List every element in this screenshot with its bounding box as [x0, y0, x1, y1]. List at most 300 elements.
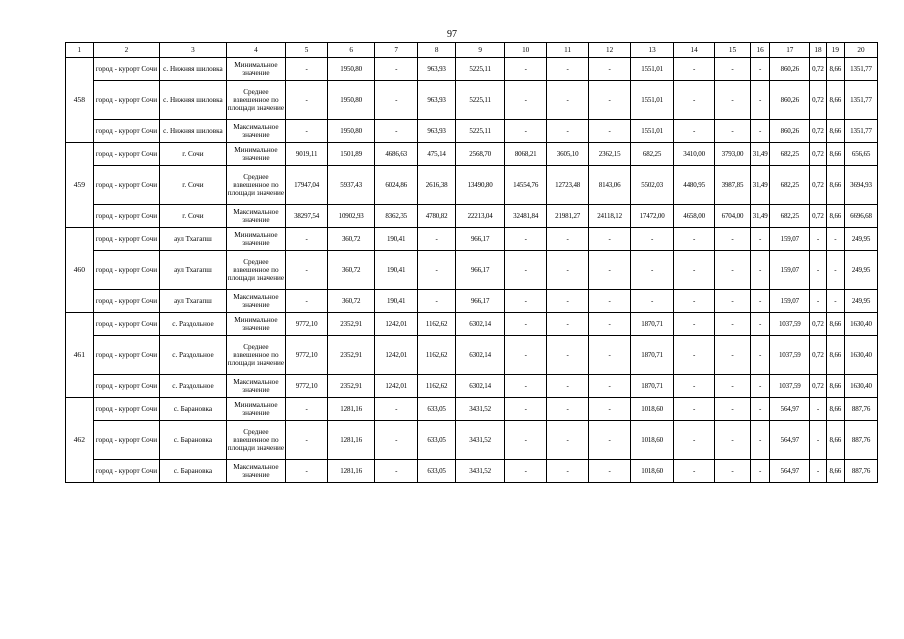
- column-header: 20: [845, 43, 878, 58]
- value-cell: -: [715, 460, 751, 483]
- value-cell: 32481,84: [505, 205, 547, 228]
- value-cell: 1630,40: [845, 313, 878, 336]
- value-cell: 1870,71: [631, 336, 674, 375]
- value-cell: 1630,40: [845, 336, 878, 375]
- value-cell: 1018,60: [631, 398, 674, 421]
- value-cell: 1551,01: [631, 81, 674, 120]
- value-cell: -: [505, 58, 547, 81]
- value-cell: -: [589, 228, 631, 251]
- column-header: 11: [547, 43, 589, 58]
- data-table: [65, 42, 878, 483]
- settlement-cell: аул Тхагапш: [160, 228, 227, 251]
- value-cell: 3694,93: [845, 166, 878, 205]
- value-type-cell: Минимальное значение: [226, 398, 285, 421]
- value-cell: -: [750, 336, 769, 375]
- value-cell: 4686,63: [375, 143, 418, 166]
- value-cell: 8,66: [826, 205, 844, 228]
- value-cell: 2616,38: [418, 166, 456, 205]
- value-cell: -: [547, 120, 589, 143]
- value-cell: 3987,85: [715, 166, 751, 205]
- value-cell: -: [547, 313, 589, 336]
- settlement-cell: г. Сочи: [160, 205, 227, 228]
- value-cell: 31,49: [750, 143, 769, 166]
- value-cell: 1351,77: [845, 81, 878, 120]
- value-cell: -: [547, 290, 589, 313]
- value-cell: 6704,00: [715, 205, 751, 228]
- settlement-cell: аул Тхагапш: [160, 251, 227, 290]
- value-type-cell: Среднее взвешенное по площади значение: [226, 81, 285, 120]
- value-cell: -: [418, 290, 456, 313]
- value-type-cell: Минимальное значение: [226, 143, 285, 166]
- value-cell: -: [674, 421, 715, 460]
- table-row: [66, 58, 878, 81]
- value-cell: 159,07: [770, 228, 810, 251]
- value-cell: -: [750, 81, 769, 120]
- value-cell: 5502,03: [631, 166, 674, 205]
- value-cell: 1018,60: [631, 460, 674, 483]
- value-cell: 1351,77: [845, 58, 878, 81]
- value-cell: -: [547, 251, 589, 290]
- value-cell: 963,93: [418, 120, 456, 143]
- value-cell: 682,25: [770, 166, 810, 205]
- column-header: 2: [93, 43, 160, 58]
- value-cell: -: [810, 460, 826, 483]
- table-row: [66, 375, 878, 398]
- value-cell: 12723,48: [547, 166, 589, 205]
- value-cell: 8,66: [826, 336, 844, 375]
- column-header: 14: [674, 43, 715, 58]
- value-cell: 5225,11: [456, 120, 505, 143]
- value-cell: -: [375, 398, 418, 421]
- value-cell: 249,95: [845, 228, 878, 251]
- value-type-cell: Максимальное значение: [226, 375, 285, 398]
- value-cell: 9772,10: [286, 336, 328, 375]
- municipality-cell: город - курорт Сочи: [93, 251, 160, 290]
- municipality-cell: город - курорт Сочи: [93, 58, 160, 81]
- value-cell: -: [674, 251, 715, 290]
- value-cell: -: [674, 58, 715, 81]
- table-row: [66, 166, 878, 205]
- value-cell: -: [505, 81, 547, 120]
- value-cell: 5225,11: [456, 81, 505, 120]
- value-cell: -: [589, 313, 631, 336]
- value-cell: -: [715, 421, 751, 460]
- value-cell: 6024,86: [375, 166, 418, 205]
- value-cell: 159,07: [770, 290, 810, 313]
- value-cell: 9019,11: [286, 143, 328, 166]
- value-cell: 1162,62: [418, 336, 456, 375]
- value-type-cell: Минимальное значение: [226, 228, 285, 251]
- value-cell: -: [375, 460, 418, 483]
- table-row: [66, 143, 878, 166]
- table-row: [66, 228, 878, 251]
- value-cell: -: [505, 398, 547, 421]
- value-cell: -: [826, 251, 844, 290]
- value-cell: 1162,62: [418, 313, 456, 336]
- header-row: [66, 43, 878, 58]
- value-cell: -: [286, 81, 328, 120]
- value-cell: 8,66: [826, 120, 844, 143]
- value-cell: 360,72: [328, 251, 375, 290]
- value-cell: 1870,71: [631, 375, 674, 398]
- column-header: 6: [328, 43, 375, 58]
- column-header: 1: [66, 43, 94, 58]
- value-type-cell: Максимальное значение: [226, 120, 285, 143]
- value-cell: -: [750, 58, 769, 81]
- value-cell: -: [715, 120, 751, 143]
- value-cell: -: [375, 120, 418, 143]
- value-cell: -: [286, 58, 328, 81]
- value-cell: 1630,40: [845, 375, 878, 398]
- value-cell: 6302,14: [456, 375, 505, 398]
- value-cell: 9772,10: [286, 313, 328, 336]
- table-row: [66, 460, 878, 483]
- value-cell: 8068,21: [505, 143, 547, 166]
- value-cell: -: [547, 58, 589, 81]
- table-row: [66, 120, 878, 143]
- page-number: 97: [447, 29, 457, 40]
- municipality-cell: город - курорт Сочи: [93, 166, 160, 205]
- value-cell: 0,72: [810, 166, 826, 205]
- value-cell: -: [375, 81, 418, 120]
- value-cell: 0,72: [810, 58, 826, 81]
- row-number: 459: [66, 143, 94, 228]
- value-cell: 8362,35: [375, 205, 418, 228]
- settlement-cell: с. Барановка: [160, 460, 227, 483]
- value-cell: 887,76: [845, 398, 878, 421]
- value-type-cell: Максимальное значение: [226, 205, 285, 228]
- settlement-cell: г. Сочи: [160, 143, 227, 166]
- settlement-cell: с. Нижняя шиловка: [160, 58, 227, 81]
- value-cell: 633,05: [418, 398, 456, 421]
- value-cell: -: [375, 58, 418, 81]
- row-number: 461: [66, 313, 94, 398]
- municipality-cell: город - курорт Сочи: [93, 228, 160, 251]
- value-cell: 1242,01: [375, 375, 418, 398]
- value-cell: 682,25: [770, 143, 810, 166]
- value-type-cell: Среднее взвешенное по площади значение: [226, 251, 285, 290]
- value-cell: 2352,91: [328, 375, 375, 398]
- value-cell: -: [674, 398, 715, 421]
- value-cell: -: [810, 398, 826, 421]
- value-cell: -: [715, 398, 751, 421]
- value-cell: 1018,60: [631, 421, 674, 460]
- value-cell: -: [547, 228, 589, 251]
- settlement-cell: аул Тхагапш: [160, 290, 227, 313]
- value-cell: -: [750, 251, 769, 290]
- settlement-cell: с. Раздольное: [160, 375, 227, 398]
- value-cell: 966,17: [456, 228, 505, 251]
- table-body: [66, 43, 878, 483]
- value-cell: -: [286, 228, 328, 251]
- value-cell: 682,25: [770, 205, 810, 228]
- value-cell: 564,97: [770, 460, 810, 483]
- value-cell: -: [589, 120, 631, 143]
- table-row: [66, 290, 878, 313]
- value-cell: -: [375, 421, 418, 460]
- value-cell: -: [589, 58, 631, 81]
- value-cell: -: [750, 290, 769, 313]
- value-cell: 190,41: [375, 251, 418, 290]
- value-cell: 17947,04: [286, 166, 328, 205]
- value-cell: 10902,93: [328, 205, 375, 228]
- value-cell: -: [505, 251, 547, 290]
- column-header: 12: [589, 43, 631, 58]
- value-cell: 360,72: [328, 290, 375, 313]
- table-row: [66, 398, 878, 421]
- value-cell: 4780,82: [418, 205, 456, 228]
- value-cell: 2352,91: [328, 313, 375, 336]
- value-cell: 8,66: [826, 81, 844, 120]
- settlement-cell: с. Раздольное: [160, 336, 227, 375]
- value-cell: 249,95: [845, 251, 878, 290]
- value-cell: 1950,80: [328, 120, 375, 143]
- value-cell: 1501,89: [328, 143, 375, 166]
- value-cell: -: [631, 290, 674, 313]
- table-row: [66, 81, 878, 120]
- value-cell: -: [547, 421, 589, 460]
- column-header: 7: [375, 43, 418, 58]
- value-cell: 3431,52: [456, 460, 505, 483]
- value-cell: -: [750, 421, 769, 460]
- value-cell: 963,93: [418, 58, 456, 81]
- value-cell: 3410,00: [674, 143, 715, 166]
- value-type-cell: Среднее взвешенное по площади значение: [226, 166, 285, 205]
- value-cell: 5225,11: [456, 58, 505, 81]
- column-header: 9: [456, 43, 505, 58]
- table-row: [66, 313, 878, 336]
- value-cell: 3431,52: [456, 421, 505, 460]
- value-cell: 190,41: [375, 290, 418, 313]
- value-cell: 887,76: [845, 460, 878, 483]
- municipality-cell: город - курорт Сочи: [93, 421, 160, 460]
- value-cell: -: [674, 228, 715, 251]
- municipality-cell: город - курорт Сочи: [93, 205, 160, 228]
- value-cell: 8,66: [826, 143, 844, 166]
- value-cell: 14554,76: [505, 166, 547, 205]
- value-cell: -: [750, 120, 769, 143]
- value-cell: -: [589, 81, 631, 120]
- value-cell: 1551,01: [631, 58, 674, 81]
- settlement-cell: с. Барановка: [160, 421, 227, 460]
- table-row: [66, 336, 878, 375]
- value-cell: -: [286, 120, 328, 143]
- municipality-cell: город - курорт Сочи: [93, 313, 160, 336]
- value-cell: -: [674, 375, 715, 398]
- value-cell: 3605,10: [547, 143, 589, 166]
- value-type-cell: Максимальное значение: [226, 460, 285, 483]
- value-cell: 249,95: [845, 290, 878, 313]
- value-cell: 1351,77: [845, 120, 878, 143]
- value-cell: -: [674, 336, 715, 375]
- column-header: 4: [226, 43, 285, 58]
- value-cell: -: [715, 228, 751, 251]
- value-cell: -: [589, 290, 631, 313]
- value-cell: -: [674, 120, 715, 143]
- value-cell: -: [286, 460, 328, 483]
- column-header: 18: [810, 43, 826, 58]
- value-cell: 0,72: [810, 120, 826, 143]
- value-cell: -: [810, 228, 826, 251]
- value-cell: 860,26: [770, 120, 810, 143]
- municipality-cell: город - курорт Сочи: [93, 375, 160, 398]
- value-cell: -: [589, 336, 631, 375]
- value-cell: 1037,59: [770, 336, 810, 375]
- value-cell: 1950,80: [328, 81, 375, 120]
- value-cell: -: [505, 336, 547, 375]
- value-cell: -: [589, 375, 631, 398]
- value-cell: -: [418, 251, 456, 290]
- value-type-cell: Минимальное значение: [226, 58, 285, 81]
- value-cell: 8,66: [826, 166, 844, 205]
- value-type-cell: Минимальное значение: [226, 313, 285, 336]
- column-header: 17: [770, 43, 810, 58]
- settlement-cell: с. Нижняя шиловка: [160, 81, 227, 120]
- value-cell: 8143,06: [589, 166, 631, 205]
- value-cell: 31,49: [750, 205, 769, 228]
- municipality-cell: город - курорт Сочи: [93, 143, 160, 166]
- value-cell: 190,41: [375, 228, 418, 251]
- column-header: 8: [418, 43, 456, 58]
- row-number: 462: [66, 398, 94, 483]
- value-cell: 38297,54: [286, 205, 328, 228]
- value-cell: 8,66: [826, 460, 844, 483]
- value-cell: -: [418, 228, 456, 251]
- value-cell: -: [286, 290, 328, 313]
- value-cell: 1162,62: [418, 375, 456, 398]
- value-cell: -: [505, 228, 547, 251]
- value-cell: 1037,59: [770, 375, 810, 398]
- value-cell: 8,66: [826, 58, 844, 81]
- value-cell: 24118,12: [589, 205, 631, 228]
- value-cell: 17472,00: [631, 205, 674, 228]
- value-cell: -: [505, 375, 547, 398]
- value-cell: 4658,00: [674, 205, 715, 228]
- value-cell: 1281,16: [328, 421, 375, 460]
- value-cell: 860,26: [770, 81, 810, 120]
- row-number: 458: [66, 58, 94, 143]
- column-header: 3: [160, 43, 227, 58]
- value-cell: 966,17: [456, 290, 505, 313]
- value-cell: -: [547, 81, 589, 120]
- value-cell: -: [810, 251, 826, 290]
- value-cell: -: [715, 251, 751, 290]
- value-cell: 633,05: [418, 460, 456, 483]
- value-cell: -: [505, 421, 547, 460]
- value-cell: -: [810, 421, 826, 460]
- value-cell: 8,66: [826, 375, 844, 398]
- municipality-cell: город - курорт Сочи: [93, 120, 160, 143]
- column-header: 10: [505, 43, 547, 58]
- table-row: [66, 205, 878, 228]
- value-cell: 656,65: [845, 143, 878, 166]
- value-cell: 0,72: [810, 313, 826, 336]
- column-header: 16: [750, 43, 769, 58]
- value-cell: 1242,01: [375, 336, 418, 375]
- value-cell: 2568,70: [456, 143, 505, 166]
- table-row: [66, 421, 878, 460]
- value-cell: 963,93: [418, 81, 456, 120]
- table-row: [66, 251, 878, 290]
- value-cell: -: [505, 290, 547, 313]
- value-cell: 31,49: [750, 166, 769, 205]
- value-cell: -: [547, 398, 589, 421]
- value-type-cell: Среднее взвешенное по площади значение: [226, 421, 285, 460]
- value-cell: -: [505, 460, 547, 483]
- column-header: 5: [286, 43, 328, 58]
- value-cell: 6696,68: [845, 205, 878, 228]
- municipality-cell: город - курорт Сочи: [93, 81, 160, 120]
- value-cell: -: [505, 313, 547, 336]
- value-cell: 159,07: [770, 251, 810, 290]
- value-cell: -: [631, 251, 674, 290]
- value-cell: -: [674, 290, 715, 313]
- value-cell: 1281,16: [328, 398, 375, 421]
- value-cell: 1551,01: [631, 120, 674, 143]
- value-type-cell: Среднее взвешенное по площади значение: [226, 336, 285, 375]
- municipality-cell: город - курорт Сочи: [93, 336, 160, 375]
- value-cell: -: [750, 313, 769, 336]
- value-cell: 4480,95: [674, 166, 715, 205]
- value-cell: 966,17: [456, 251, 505, 290]
- value-cell: 2352,91: [328, 336, 375, 375]
- municipality-cell: город - курорт Сочи: [93, 398, 160, 421]
- value-cell: 564,97: [770, 421, 810, 460]
- value-cell: 1037,59: [770, 313, 810, 336]
- value-cell: 6302,14: [456, 336, 505, 375]
- value-cell: -: [589, 460, 631, 483]
- value-cell: 1870,71: [631, 313, 674, 336]
- value-cell: -: [810, 290, 826, 313]
- value-cell: 887,76: [845, 421, 878, 460]
- value-cell: 0,72: [810, 375, 826, 398]
- value-cell: -: [826, 228, 844, 251]
- value-cell: 5937,43: [328, 166, 375, 205]
- value-cell: -: [589, 251, 631, 290]
- settlement-cell: с. Нижняя шиловка: [160, 120, 227, 143]
- value-cell: -: [750, 375, 769, 398]
- value-cell: 475,14: [418, 143, 456, 166]
- value-cell: 13490,80: [456, 166, 505, 205]
- value-cell: 3431,52: [456, 398, 505, 421]
- value-cell: -: [715, 375, 751, 398]
- value-cell: -: [589, 421, 631, 460]
- value-cell: 0,72: [810, 336, 826, 375]
- value-cell: -: [547, 460, 589, 483]
- value-cell: -: [547, 375, 589, 398]
- value-cell: -: [674, 81, 715, 120]
- value-cell: -: [715, 290, 751, 313]
- settlement-cell: г. Сочи: [160, 166, 227, 205]
- value-cell: 22213,04: [456, 205, 505, 228]
- municipality-cell: город - курорт Сочи: [93, 460, 160, 483]
- row-number: 460: [66, 228, 94, 313]
- value-cell: -: [715, 58, 751, 81]
- value-cell: 21981,27: [547, 205, 589, 228]
- value-cell: 9772,10: [286, 375, 328, 398]
- value-cell: 0,72: [810, 205, 826, 228]
- column-header: 15: [715, 43, 751, 58]
- settlement-cell: с. Барановка: [160, 398, 227, 421]
- municipality-cell: город - курорт Сочи: [93, 290, 160, 313]
- value-cell: -: [750, 460, 769, 483]
- value-cell: 633,05: [418, 421, 456, 460]
- value-cell: 0,72: [810, 81, 826, 120]
- value-cell: 0,72: [810, 143, 826, 166]
- value-cell: 682,25: [631, 143, 674, 166]
- value-cell: 8,66: [826, 398, 844, 421]
- value-type-cell: Максимальное значение: [226, 290, 285, 313]
